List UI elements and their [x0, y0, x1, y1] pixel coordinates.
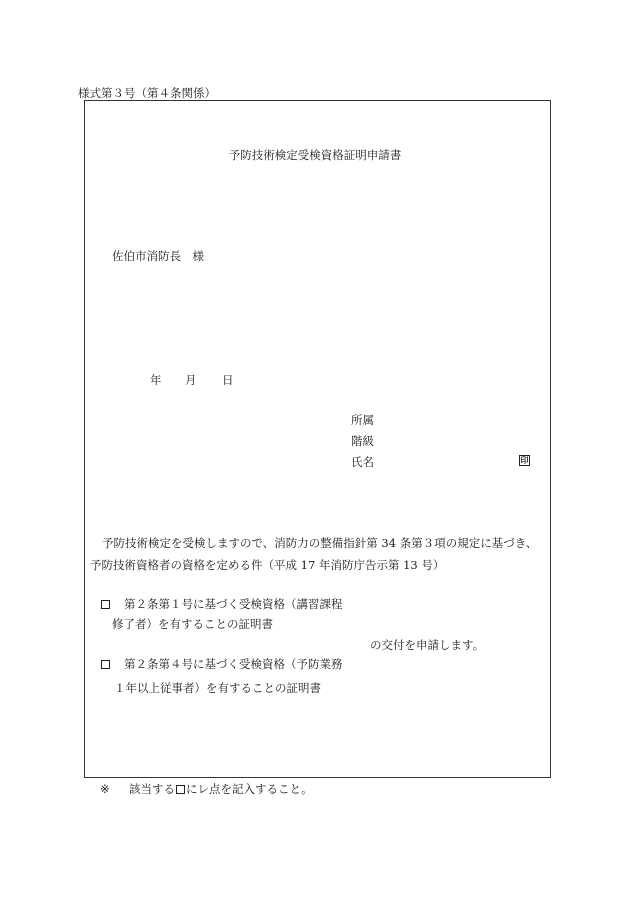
checkbox-icon: [176, 785, 185, 794]
form-title: 予防技術検定受検資格証明申請書: [228, 148, 402, 162]
option-1-checkbox[interactable]: [101, 600, 110, 609]
date-month-label: 月: [185, 373, 197, 387]
option-1-line-2: 修了者）を有することの証明書: [112, 617, 273, 631]
request-text: の交付を申請します。: [370, 638, 485, 652]
date-day-label: 日: [222, 373, 234, 387]
option-2-checkbox[interactable]: [101, 660, 110, 669]
note-mark: ※: [100, 782, 110, 796]
seal-icon: 印: [520, 455, 529, 465]
option-1-line-1: 第２条第１号に基づく受検資格（講習課程: [124, 597, 343, 611]
form-box: [84, 100, 551, 778]
name-label: 氏名: [351, 455, 374, 469]
option-2-line-2: １年以上従事者）を有することの証明書: [114, 681, 321, 695]
body-line-1: 予防技術検定を受検しますので、消防力の整備指針第 34 条第３項の規定に基づき、: [102, 536, 538, 550]
rank-label: 階級: [351, 434, 374, 448]
form-number: 様式第３号（第４条関係）: [78, 86, 216, 100]
addressee: 佐伯市消防長 様: [112, 249, 204, 263]
body-line-2: 予防技術資格者の資格を定める件（平成 17 年消防庁告示第 13 号）: [90, 558, 445, 572]
note-before: 該当する: [128, 782, 175, 796]
date-year-label: 年: [150, 373, 162, 387]
footer-note: [100, 784, 312, 796]
option-2-line-1: 第２条第４号に基づく受検資格（予防業務: [124, 657, 343, 671]
affiliation-label: 所属: [351, 413, 374, 427]
note-after: にレ点を記入すること。: [185, 782, 313, 796]
